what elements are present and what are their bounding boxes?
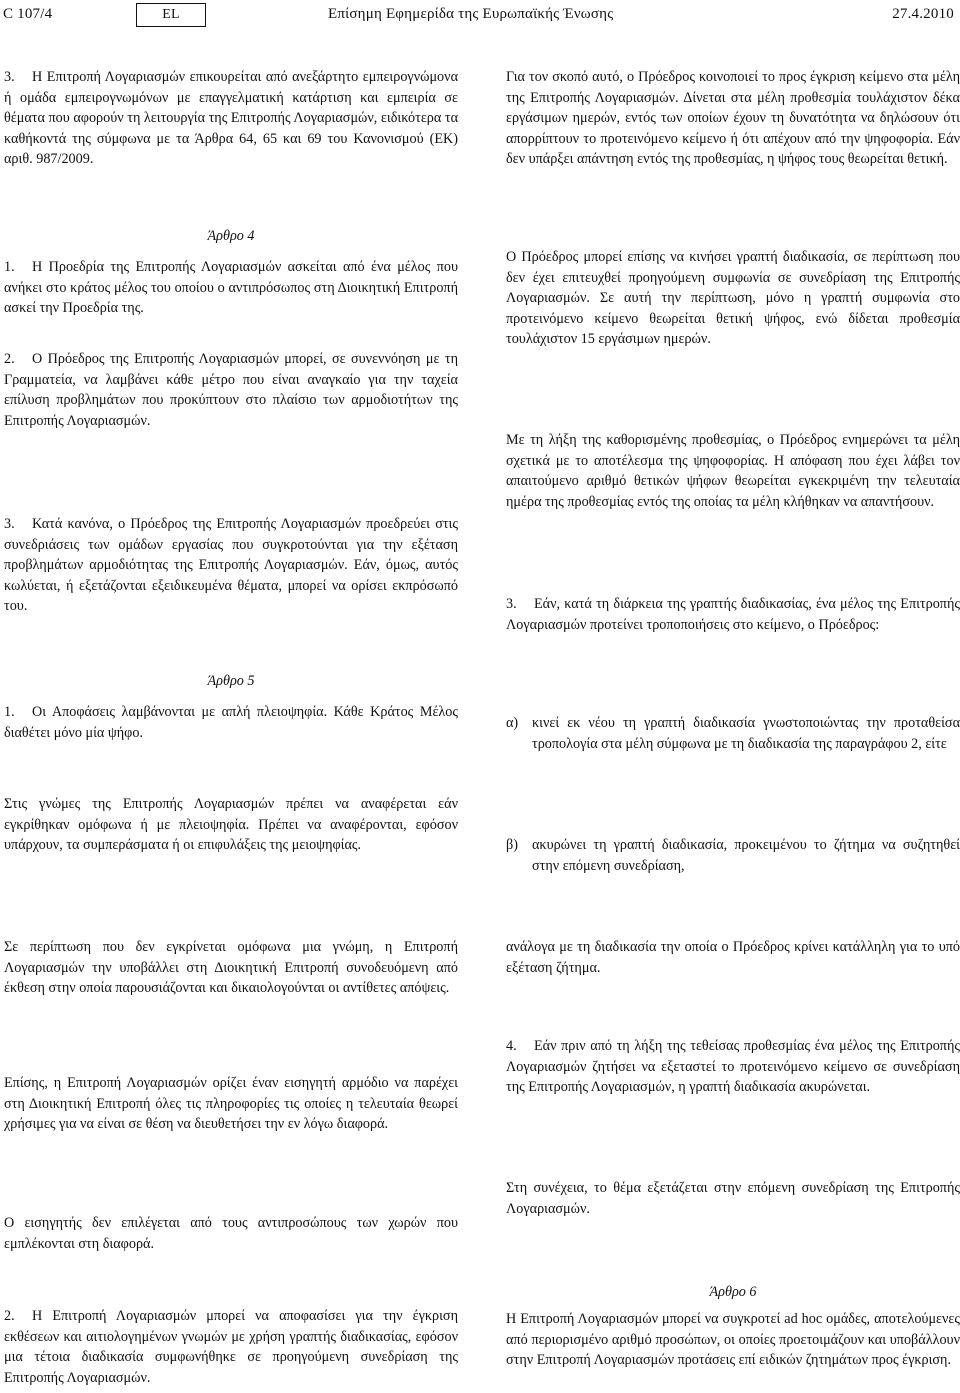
paragraph-text: Η Προεδρία της Επιτροπής Λογαριασμών ασκείται από ένα μέλος που ανήκει στο κράτος μέλος του οποίου ο αντιπρόσωπος στη Διοικητική Επιτροπή ασκεί την Προεδρία της.: [4, 259, 458, 317]
article4-paragraph2: [4, 349, 458, 431]
written-procedure-chair: [506, 247, 960, 350]
paragraph-text: Η Επιτροπή Λογαριασμών επικουρείται από ανεξάρτητο εμπειρογνώμονα ή ομάδα εμπειρογνωμόνων με επαγγελματική κατάρτιση και εμπειρία σε θέματα που αφορούν τη λειτουργία της Επιτροπής Λογαριασμών, ειδικότερα τα καθήκοντά της σύμφωνα με τα Άρθρα 64, 65 και 69 του Κανονισμού (ΕΚ) αριθ. 987/2009.: [4, 69, 458, 168]
paragraph-text: ανάλογα με τη διαδικασία την οποία ο Πρόεδρος κρίνει κατάλληλη για το υπό εξέταση ζήτημα.: [506, 939, 960, 976]
paragraph-number: 1.: [4, 259, 15, 275]
paragraph-number: 3.: [506, 596, 517, 612]
option-label: β): [506, 837, 518, 853]
paragraph-text: Επίσης, η Επιτροπή Λογαριασμών ορίζει έναν εισηγητή αρμόδιο να παρέχει στη Διοικητική Επιτροπή όλες τις πληροφορίες τις οποίες η τελευταία θεωρεί χρήσιμες για να είναι σε θέση να διευθετήσει την εν λόγω διαφορά.: [4, 1075, 458, 1133]
paragraph-text: Ο Πρόεδρος μπορεί επίσης να κινήσει γραπτή διαδικασία, σε περίπτωση που δεν έχει επιτευχθεί προηγούμενη συμφωνία σε συνεδρίαση της Επιτροπής Λογαριασμών. Σε αυτή την περίπτωση, μόνο η γραπτή συμφωνία στο προτεινόμενο κείμενο θεωρείται θετική ψήφος, ενώ δίδεται προθεσμία τουλάχιστον 15 εργάσιμων ημερών.: [506, 249, 960, 348]
paragraph-text: Εάν, κατά τη διάρκεια της γραπτής διαδικασίας, ένα μέλος της Επιτροπής Λογαριασμών προτείνει τροποποιήσεις στο κείμενο, ο Πρόεδρος:: [506, 596, 960, 633]
option-a: [506, 713, 960, 754]
written-procedure-result: [506, 430, 960, 512]
article5-paragraph1-votes: [4, 794, 458, 856]
journal-title: Επίσημη Εφημερίδα της Ευρωπαϊκής Ένωσης: [328, 6, 614, 22]
paragraph-text: Ο Πρόεδρος της Επιτροπής Λογαριασμών μπορεί, σε συνεννόηση με τη Γραμματεία, να λαμβάνει κάθε μέτρο που είναι αναγκαίο για την ταχεία επίλυση προβλημάτων που προκύπτουν στο πλαίσιο των αρμοδιοτήτων της Επιτροπής Λογαριασμών.: [4, 351, 458, 429]
paragraph-text: Στις γνώμες της Επιτροπής Λογαριασμών πρέπει να αναφέρεται εάν εγκρίθηκαν ομόφωνα ή με πλειοψηφία. Πρέπει να αναφέρονται, εφόσον υπάρχουν, τα συμπεράσματα ή οι επιφυλάξεις της μειοψηφίας.: [4, 796, 458, 854]
article4-paragraph3: [4, 514, 458, 617]
article5-paragraph1-dissent: [4, 937, 458, 999]
article4-heading: Άρθρο 4: [207, 228, 255, 244]
paragraph-number: 4.: [506, 1038, 517, 1054]
written-procedure-text: [506, 67, 960, 170]
article5-paragraph4: [506, 1036, 960, 1098]
paragraph-number: 3.: [4, 69, 15, 85]
paragraph-text: Η Επιτροπή Λογαριασμών μπορεί να αποφασίσει για την έγκριση εκθέσεων και αιτιολογημένων γνωμών με χρήση γραπτής διαδικασίας, εφόσον μια τέτοια διαδικασία συμφωνήθηκε σε προηγούμενη συνεδρίαση της Επιτροπής Λογαριασμών.: [4, 1308, 458, 1386]
article4-paragraph1: [4, 257, 458, 319]
option-conclusion: [506, 937, 960, 978]
page-number: C 107/4: [3, 6, 53, 22]
article5-paragraph1: [4, 702, 458, 743]
article5-paragraph1-selection: [4, 1213, 458, 1254]
article5-paragraph3: [506, 594, 960, 635]
issue-date: 27.4.2010: [892, 6, 954, 22]
option-text: ακυρώνει τη γραπτή διαδικασία, προκειμένου το ζήτημα να συζητηθεί στην επόμενη συνεδρίαση,: [532, 837, 960, 874]
paragraph-text: Για τον σκοπό αυτό, ο Πρόεδρος κοινοποιεί το προς έγκριση κείμενο στα μέλη της Επιτροπής Λογαριασμών. Δίνεται στα μέλη προθεσμία τουλάχιστον δέκα εργάσιμων ημερών, εντός των οποίων έχουν τη δυνατότητα να δηλώσουν ότι απορρίπτουν το προτεινόμενο κείμενο ή ότι απέχουν από την ψηφοφορία. Εάν δεν υπάρξει απάντηση εντός της προθεσμίας, η ψήφος τους θεωρείται θετική.: [506, 69, 960, 168]
article5-paragraph1-rapporteur: [4, 1073, 458, 1135]
article5-paragraph4-next: [506, 1178, 960, 1219]
page-header: [0, 0, 960, 36]
paragraph-number: 2.: [4, 351, 15, 367]
language-badge: EL: [136, 3, 206, 27]
article5-heading: Άρθρο 5: [207, 673, 255, 689]
paragraph-text: Με τη λήξη της καθορισμένης προθεσμίας, ο Πρόεδρος ενημερώνει τα μέλη σχετικά με το αποτέλεσμα της ψηφοφορίας. Η απόφαση που έχει λάβει τον απαιτούμενο αριθμό θετικών ψήφων θεωρείται εγκεκριμένη την τελευταία ημέρα της προθεσμίας εντός της οποίας τα μέλη κλήθηκαν να απαντήσουν.: [506, 432, 960, 510]
paragraph-text: Ο εισηγητής δεν επιλέγεται από τους αντιπροσώπους των χωρών που εμπλέκονται στη διαφορά.: [4, 1215, 458, 1252]
paragraph-number: 2.: [4, 1308, 15, 1324]
paragraph-text: Σε περίπτωση που δεν εγκρίνεται ομόφωνα μια γνώμη, η Επιτροπή Λογαριασμών την υποβάλλει στη Διοικητική Επιτροπή συνοδευόμενη από έκθεση στην οποία παρουσιάζονται και δικαιολογούνται οι αντίθετες απόψεις.: [4, 939, 458, 997]
article5-paragraph2: [4, 1306, 458, 1388]
paragraph-number: 1.: [4, 704, 15, 720]
paragraph-text: Στη συνέχεια, το θέμα εξετάζεται στην επόμενη συνεδρίαση της Επιτροπής Λογαριασμών.: [506, 1180, 960, 1217]
option-b: [506, 835, 960, 876]
article3-paragraph3: [4, 67, 458, 170]
option-label: α): [506, 715, 519, 731]
paragraph-text: Οι Αποφάσεις λαμβάνονται με απλή πλειοψηφία. Κάθε Κράτος Μέλος διαθέτει μόνο μία ψήφο.: [4, 704, 458, 741]
paragraph-text: Η Επιτροπή Λογαριασμών μπορεί να συγκροτεί ad hoc ομάδες, αποτελούμενες από περιορισμένο αριθμό προσώπων, οι οποίες προετοιμάζουν και υποβάλλουν στην Επιτροπή Λογαριασμών προτάσεις επί ειδικών ζητημάτων προς έγκριση.: [506, 1311, 960, 1369]
paragraph-number: 3.: [4, 516, 15, 532]
article6-heading: Άρθρο 6: [709, 1284, 757, 1300]
paragraph-text: Εάν πριν από τη λήξη της τεθείσας προθεσμίας ένα μέλος της Επιτροπής Λογαριασμών ζητήσει να εξεταστεί το προτεινόμενο κείμενο σε συνεδρίαση της Επιτροπής Λογαριασμών, η γραπτή διαδικασία ακυρώνεται.: [506, 1038, 960, 1096]
paragraph-text: Κατά κανόνα, ο Πρόεδρος της Επιτροπής Λογαριασμών προεδρεύει στις συνεδριάσεις των ομάδων εργασίας που συγκροτούνται για την εξέταση προβλημάτων αρμοδιότητας της Επιτροπής Λογαριασμών. Εάν, όμως, αυτός κωλύεται, ή εξετάζονται εξειδικευμένα θέματα, μπορεί να ορίσει εκπρόσωπό του.: [4, 516, 458, 615]
article6-paragraph: [506, 1309, 960, 1371]
option-text: κινεί εκ νέου τη γραπτή διαδικασία γνωστοποιώντας την προταθείσα τροπολογία στα μέλη σύμφωνα με τη διαδικασία της παραγράφου 2, είτε: [532, 715, 960, 752]
